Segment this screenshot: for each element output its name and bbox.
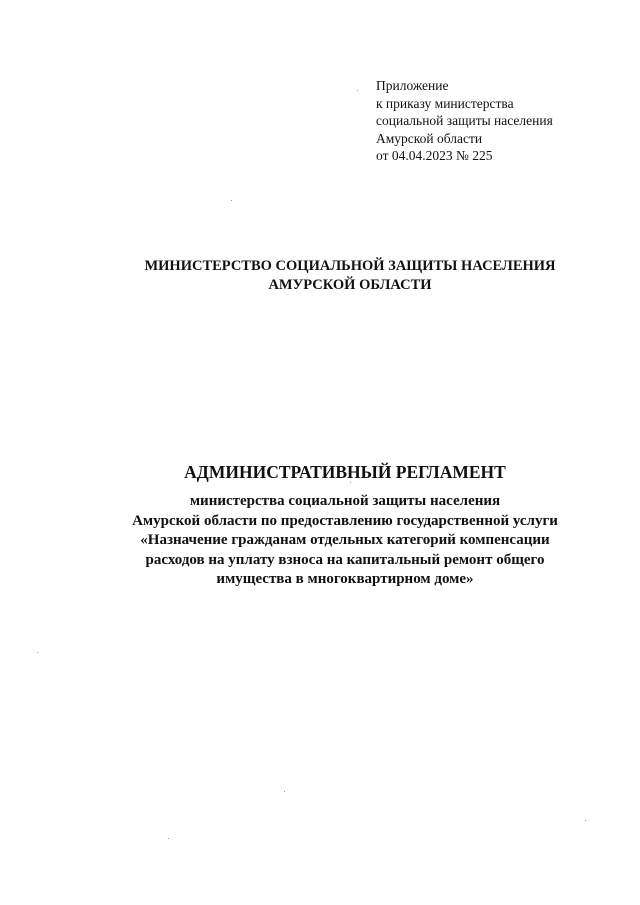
appendix-line: социальной защиты населения (376, 113, 553, 128)
scan-speck (357, 90, 358, 91)
appendix-block (376, 77, 606, 165)
regulation-line: имущества в многоквартирном доме» (216, 571, 474, 587)
regulation-title: АДМИНИСТРАТИВНЫЙ РЕГЛАМЕНТ (184, 462, 506, 482)
regulation-line: Амурской области по предоставлению государственной услуги (132, 512, 558, 529)
scan-speck (350, 482, 351, 483)
regulation-line: «Назначение гражданам отдельных категорий компенсации (140, 532, 550, 548)
scan-speck (37, 652, 38, 653)
ministry-name-line: МИНИСТЕРСТВО СОЦИАЛЬНОЙ ЗАЩИТЫ НАСЕЛЕНИЯ (144, 258, 556, 274)
appendix-line: Приложение (376, 78, 449, 93)
ministry-region-line: АМУРСКОЙ ОБЛАСТИ (268, 277, 432, 293)
appendix-line: Амурской области (376, 130, 483, 146)
scan-speck (168, 838, 169, 839)
regulation-line: министерства социальной защиты населения (189, 493, 501, 509)
ministry-heading (100, 257, 600, 295)
regulation-line: расходов на уплату взноса на капитальный ремонт общего (145, 551, 545, 568)
scan-speck (585, 820, 586, 821)
regulation-description (70, 492, 620, 590)
scan-speck (284, 791, 285, 792)
scan-speck (231, 200, 232, 201)
appendix-line: к приказу министерства (376, 95, 514, 111)
appendix-order-date: от 04.04.2023 № 225 (376, 148, 493, 163)
